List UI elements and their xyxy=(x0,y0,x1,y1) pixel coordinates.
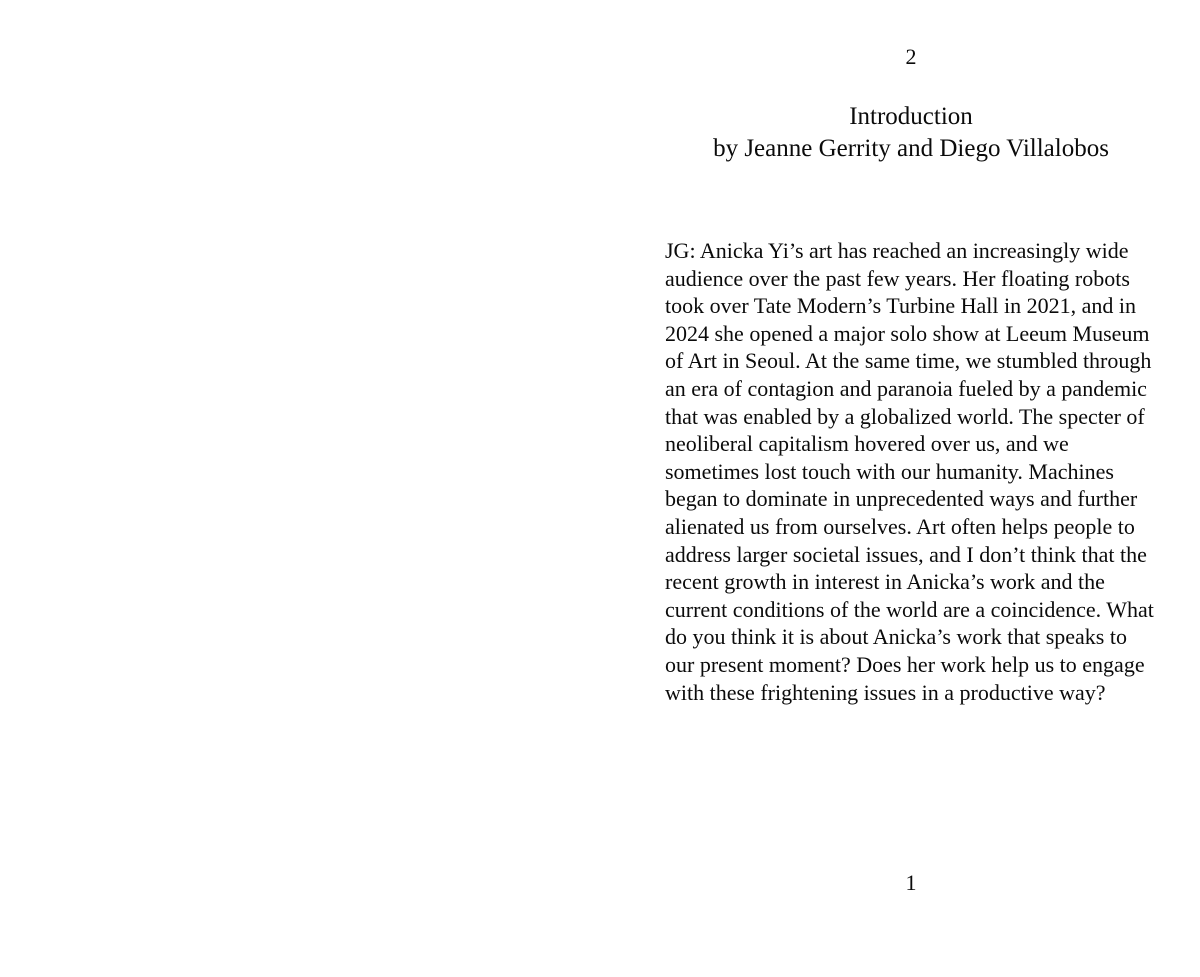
page-number-bottom: 1 xyxy=(905,870,917,895)
section-title: Introduction xyxy=(849,103,973,130)
body-paragraph: JG: Anicka Yi’s art has reached an increasingly wide audience over the past few years. Her floating robots took over Tate Modern’s Turbine Hall in 2021, and in 2024 she opened a major solo show at Leeum Museum of Art in Seoul. At the same time, we stumbled through an era of contagion and paranoia fueled by a pandemic that was enabled by a globalized world. The specter of neoliberal capitalism hovered over us, and we sometimes lost touch with our humanity. Machines began to dominate in unprecedented ways and further alienated us from ourselves. Art often helps people to address larger societal issues, and I don’t think that the recent growth in interest in Anicka’s work and the current conditions of the world are a coincidence. What do you think it is about Anicka’s work that speaks to our present moment? Does her work help us to engage with these frightening issues in a productive way? xyxy=(665,238,1154,705)
page-number-top: 2 xyxy=(905,44,917,69)
heading xyxy=(625,101,1197,165)
byline: by Jeanne Gerrity and Diego Villalobos xyxy=(713,135,1109,162)
